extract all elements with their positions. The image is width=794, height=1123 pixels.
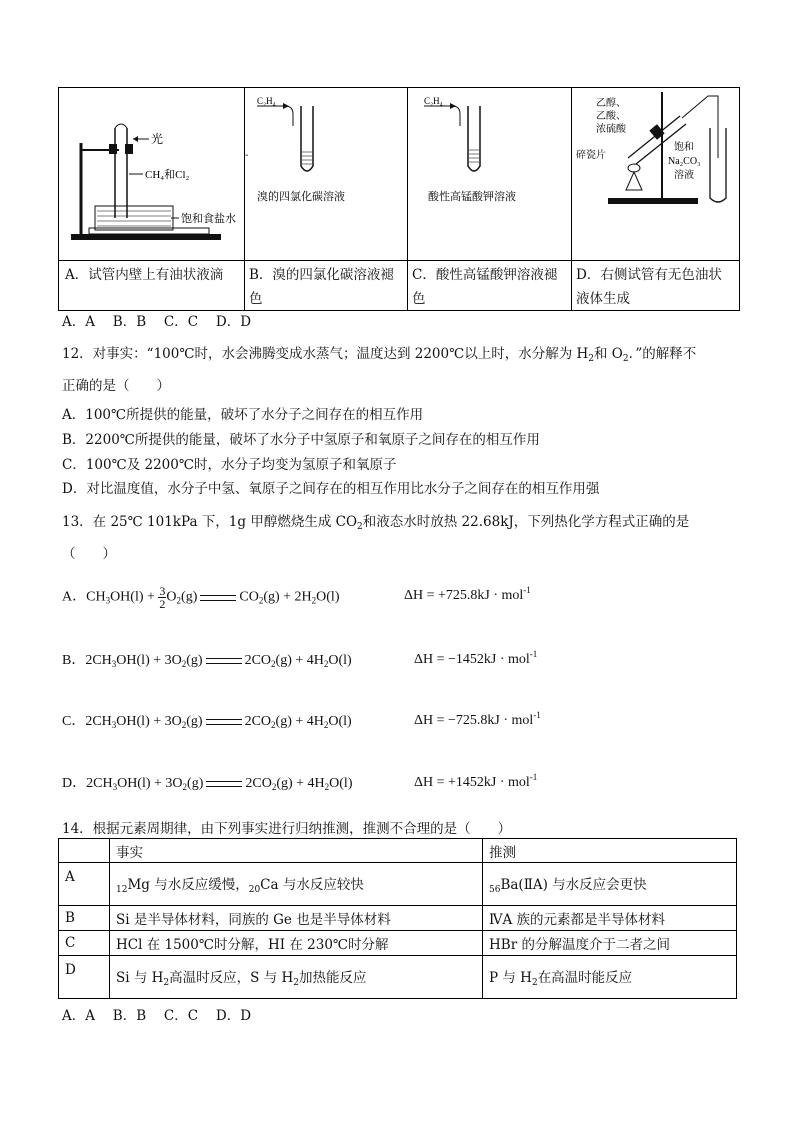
q13-option-d-equation: D．$2CH_3OH(l) + 3O_2(g) 2CO_2(g) + 4H_2O(l)$	[62, 776, 353, 792]
q13-option-a-enthalpy: ΔH = +725.8kJ · mol$^{-1}$	[404, 585, 531, 603]
equals-arrow	[200, 595, 236, 601]
q14-table	[58, 838, 737, 999]
q12-option-d: D．对比温度值，水分子中氢、氧原子之间存在的相互作用比水分子之间存在的相互作用强	[62, 481, 600, 497]
gas-mixture-label: CH₄和Cl₂	[145, 169, 190, 181]
q13-stem-line-2: （ ）	[62, 546, 116, 562]
q12-stem-line-2: 正确的是（ ）	[62, 378, 170, 394]
q11-figure-c	[408, 88, 572, 261]
reagent-label-1: 乙醇、	[596, 98, 626, 109]
q11-caption-c: C．酸性高锰酸钾溶液褪 色	[408, 261, 572, 311]
header-inference: 推测	[483, 839, 737, 863]
q13-option-c-equation: C．$2CH_3OH(l) + 3O_2(g) 2CO_2(g) + 4H_2O(l)$	[62, 714, 352, 730]
q12-option-a: A．100℃所提供的能量，破坏了水分子之间存在的相互作用	[62, 407, 424, 423]
equals-arrow	[206, 658, 242, 664]
q13-option-c-enthalpy: ΔH = −725.8kJ · mol$^{-1}$	[414, 710, 541, 728]
equals-arrow	[206, 719, 242, 725]
solution-label: 溶液	[674, 170, 694, 181]
q11-figure-b	[245, 88, 408, 261]
q11-caption-d: D．右侧试管有无色油状 液体生成	[572, 261, 740, 311]
q11-figure-a: 光 CH₄和Cl₂ 饱和食盐水 -	[59, 88, 245, 261]
apparatus-b-illustration	[245, 88, 407, 256]
q14-answer-options: A．A B．B C．C D．D	[62, 1008, 252, 1024]
q11-figure-d	[572, 88, 740, 261]
q13-stem-line-1: 13．在 25℃ 101kPa 下，1g 甲醇燃烧生成 $CO_2$和液态水时放热 22.68kJ，下列热化学方程式正确的是	[62, 514, 690, 532]
q13-option-a-equation: A．$CH_3OH(l)$ + $\frac{3}{2}$ $O_2(g) CO_2(g) + 2H_2O(l)$	[62, 584, 340, 611]
q14-row-b: B Si 是半导体材料，同族的 Ge 也是半导体材料 ⅣA 族的元素都是半导体材料	[59, 906, 737, 931]
q11-answer-options: A．A B．B C．C D．D	[62, 314, 252, 330]
q14-row-d: D Si 与 $H_2$高温时反应，S 与 $H_2$加热能反应 P 与 $H_2$在高温时能反应	[59, 956, 737, 999]
kmno4-solution-label: 酸性高锰酸钾溶液	[428, 190, 516, 203]
q13-option-d-enthalpy: ΔH = +1452kJ · mol$^{-1}$	[414, 772, 538, 790]
ethene-label-c: C₂H₄	[424, 96, 443, 106]
bromine-ccl4-label: 溴的四氯化碳溶液	[257, 190, 345, 203]
q12-stem-line-1: 12．对事实：“100℃时，水会沸腾变成水蒸气；温度达到 2200℃以上时，水分解为 $H_2$和 $O_2$．”的解释不	[62, 346, 697, 364]
apparatus-a-illustration	[59, 88, 244, 256]
sodium-carbonate-label: Na₂CO₃	[668, 156, 701, 167]
apparatus-c-illustration	[408, 88, 571, 256]
saturated-label: 饱和	[674, 142, 694, 153]
q13-option-b-enthalpy: ΔH = −1452kJ · mol$^{-1}$	[414, 649, 538, 667]
reagent-label-3: 浓硫酸	[596, 124, 626, 135]
q11-figure-table	[58, 87, 740, 311]
q11-caption-a: A．试管内壁上有油状液滴	[59, 261, 245, 311]
q14-header-row	[59, 839, 737, 863]
porcelain-chips-label: 碎瓷片	[576, 150, 606, 161]
light-label: 光	[151, 132, 164, 146]
header-facts: 事实	[110, 839, 483, 863]
saturated-brine-label: 饱和食盐水	[181, 212, 236, 225]
q14-stem: 14．根据元素周期律，由下列事实进行归纳推测，推测不合理的是（ ）	[62, 821, 512, 837]
q11-caption-b: B．溴的四氯化碳溶液褪 色	[245, 261, 408, 311]
equals-arrow	[206, 781, 242, 787]
reagent-label-2: 乙酸、	[596, 111, 626, 122]
fraction-three-halves: $\frac{3}{2}$	[159, 584, 166, 611]
q12-option-c: C．100℃及 2200℃时，水分子均变为氢原子和氧原子	[62, 457, 397, 473]
q14-row-a: A $_{12}$Mg 与水反应缓慢，$_{20}$Ca 与水反应较快 $_{56}$Ba(ⅡA) 与水反应会更快	[59, 863, 737, 906]
q12-option-b: B．2200℃所提供的能量，破坏了水分子中氢原子和氧原子之间存在的相互作用	[62, 432, 540, 448]
q13-option-b-equation: B．$2CH_3OH(l) + 3O_2(g) 2CO_2(g) + 4H_2O(l)$	[62, 653, 352, 669]
q14-row-c: C HCl 在 1500℃时分解，HI 在 230℃时分解 HBr 的分解温度介于二者之间	[59, 931, 737, 956]
apparatus-d-illustration	[572, 88, 739, 256]
ethene-label-b: C₂H₄	[257, 96, 276, 106]
